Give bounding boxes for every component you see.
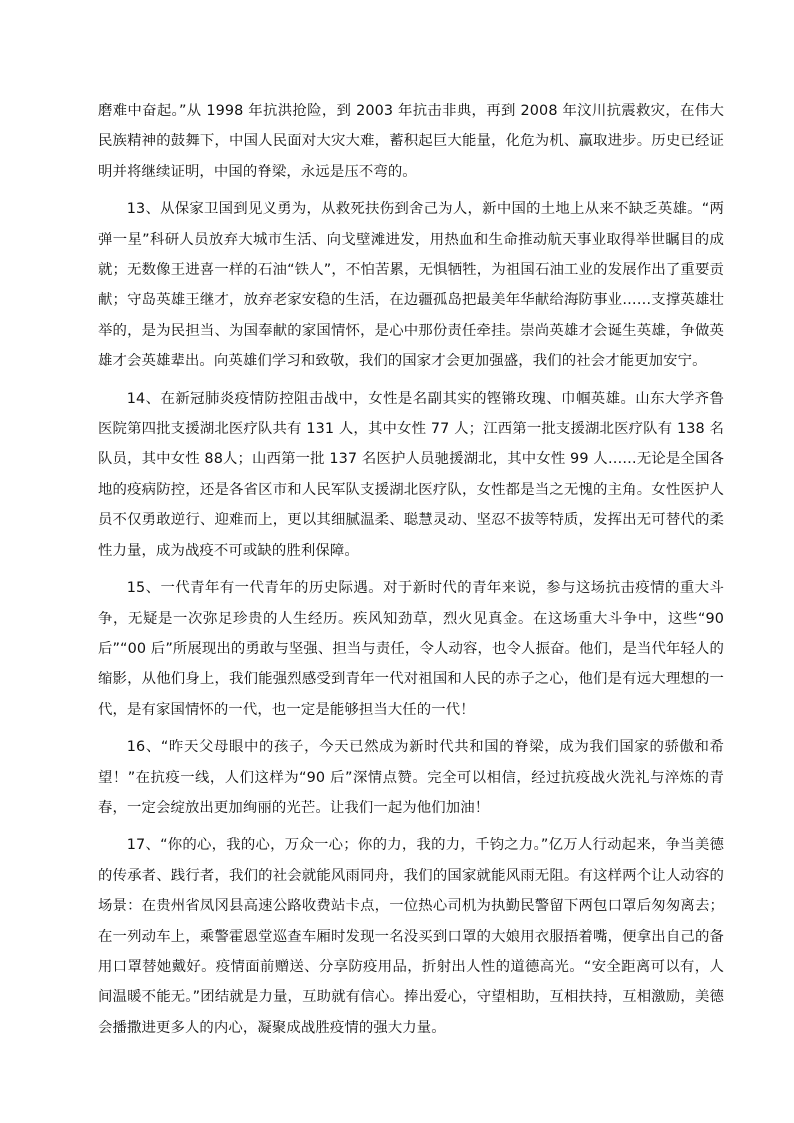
paragraph-13: 13、从保家卫国到见义勇为，从救死扶伤到舍己为人，新中国的土地上从来不缺乏英雄。“两弹一星”科研人员放弃大城市生活、向戈壁滩进发，用热血和生命推动航天事业取得举世瞩目的成就；无数像王进喜一样的石油“铁人”，不怕苦累，无惧牺牲，为祖国石油工业的发展作出了重要贡献；守岛英雄王继才，放弃老家安稳的生活，在边疆孤岛把最美年华献给海防事业……支撑英雄壮举的，是为民担当、为国奉献的家国情怀，是心中那份责任牵挂。崇尚英雄才会诞生英雄，争做英雄才会英雄辈出。向英雄们学习和致敬，我们的国家才会更加强盛，我们的社会才能更加安宁。 — [98, 201, 724, 370]
paragraph-15: 15、一代青年有一代青年的历史际遇。对于新时代的青年来说，参与这场抗击疫情的重大斗争，无疑是一次弥足珍贵的人生经历。疾风知劲草，烈火见真金。在这场重大斗争中，这些“90 后”“00 后”所展现出的勇敢与坚强、担当与责任，令人动容，也令人振奋。他们，是当代年轻人的缩影，从他们身上，我们能强烈感受到青年一代对祖国和人民的赤子之心，他们是有远大理想的一代，是有家国情怀的一代，也一定是能够担当大任的一代！ — [98, 580, 724, 718]
paragraph-17: 17、“你的心，我的心，万众一心；你的力，我的力，千钧之力。”亿万人行动起来，争当美德的传承者、践行者，我们的社会就能风雨同舟，我们的国家就能风雨无阻。有这样两个让人动容的场景：在贵州省凤冈县高速公路收费站卡点，一位热心司机为执勤民警留下两包口罩后匆匆离去；在一列动车上，乘警霍恩堂巡查车厢时发现一名没买到口罩的大娘用衣服捂着嘴，便拿出自己的备用口罩替她戴好。疫情面前赠送、分享防疫用品，折射出人性的道德高光。“安全距离可以有，人间温暖不能无。”团结就是力量，互助就有信心。捧出爱心，守望相助，互相扶持，互相激励，美德会播撒进更多人的内心，凝聚成战胜疫情的强大力量。 — [98, 837, 724, 1036]
paragraph-16: 16、“昨天父母眼中的孩子，今天已然成为新时代共和国的脊梁，成为我们国家的骄傲和希望！”在抗疫一线，人们这样为“90 后”深情点赞。完全可以相信，经过抗疫战火洗礼与淬炼的青春，一定会绽放出更加绚丽的光芒。让我们一起为他们加油！ — [98, 739, 724, 816]
document-page — [98, 96, 724, 1050]
paragraph-14: 14、在新冠肺炎疫情防控阻击战中，女性是名副其实的铿锵玫瑰、巾帼英雄。山东大学齐鲁医院第四批支援湖北医疗队共有 131 人，其中女性 77 人；江西第一批支援湖北医疗队有 138 名队员，其中女性 88人；山西第一批 137 名医护人员驰援湖北，其中女性 99 人……无论是全国各地的疫病防控，还是各省区市和人民军队支援湖北医疗队，女性都是当之无愧的主角。女性医护人员不仅勇敢逆行、迎难而上，更以其细腻温柔、聪慧灵动、坚忍不拔等特质，发挥出无可替代的柔性力量，成为战疫不可或缺的胜利保障。 — [98, 390, 724, 559]
paragraph-continuation: 磨难中奋起。”从 1998 年抗洪抢险，到 2003 年抗击非典，再到 2008 年汶川抗震救灾，在伟大民族精神的鼓舞下，中国人民面对大灾大难，蓄积起巨大能量，化危为机、赢取进步。历史已经证明并将继续证明，中国的脊梁，永远是压不弯的。 — [98, 103, 724, 180]
